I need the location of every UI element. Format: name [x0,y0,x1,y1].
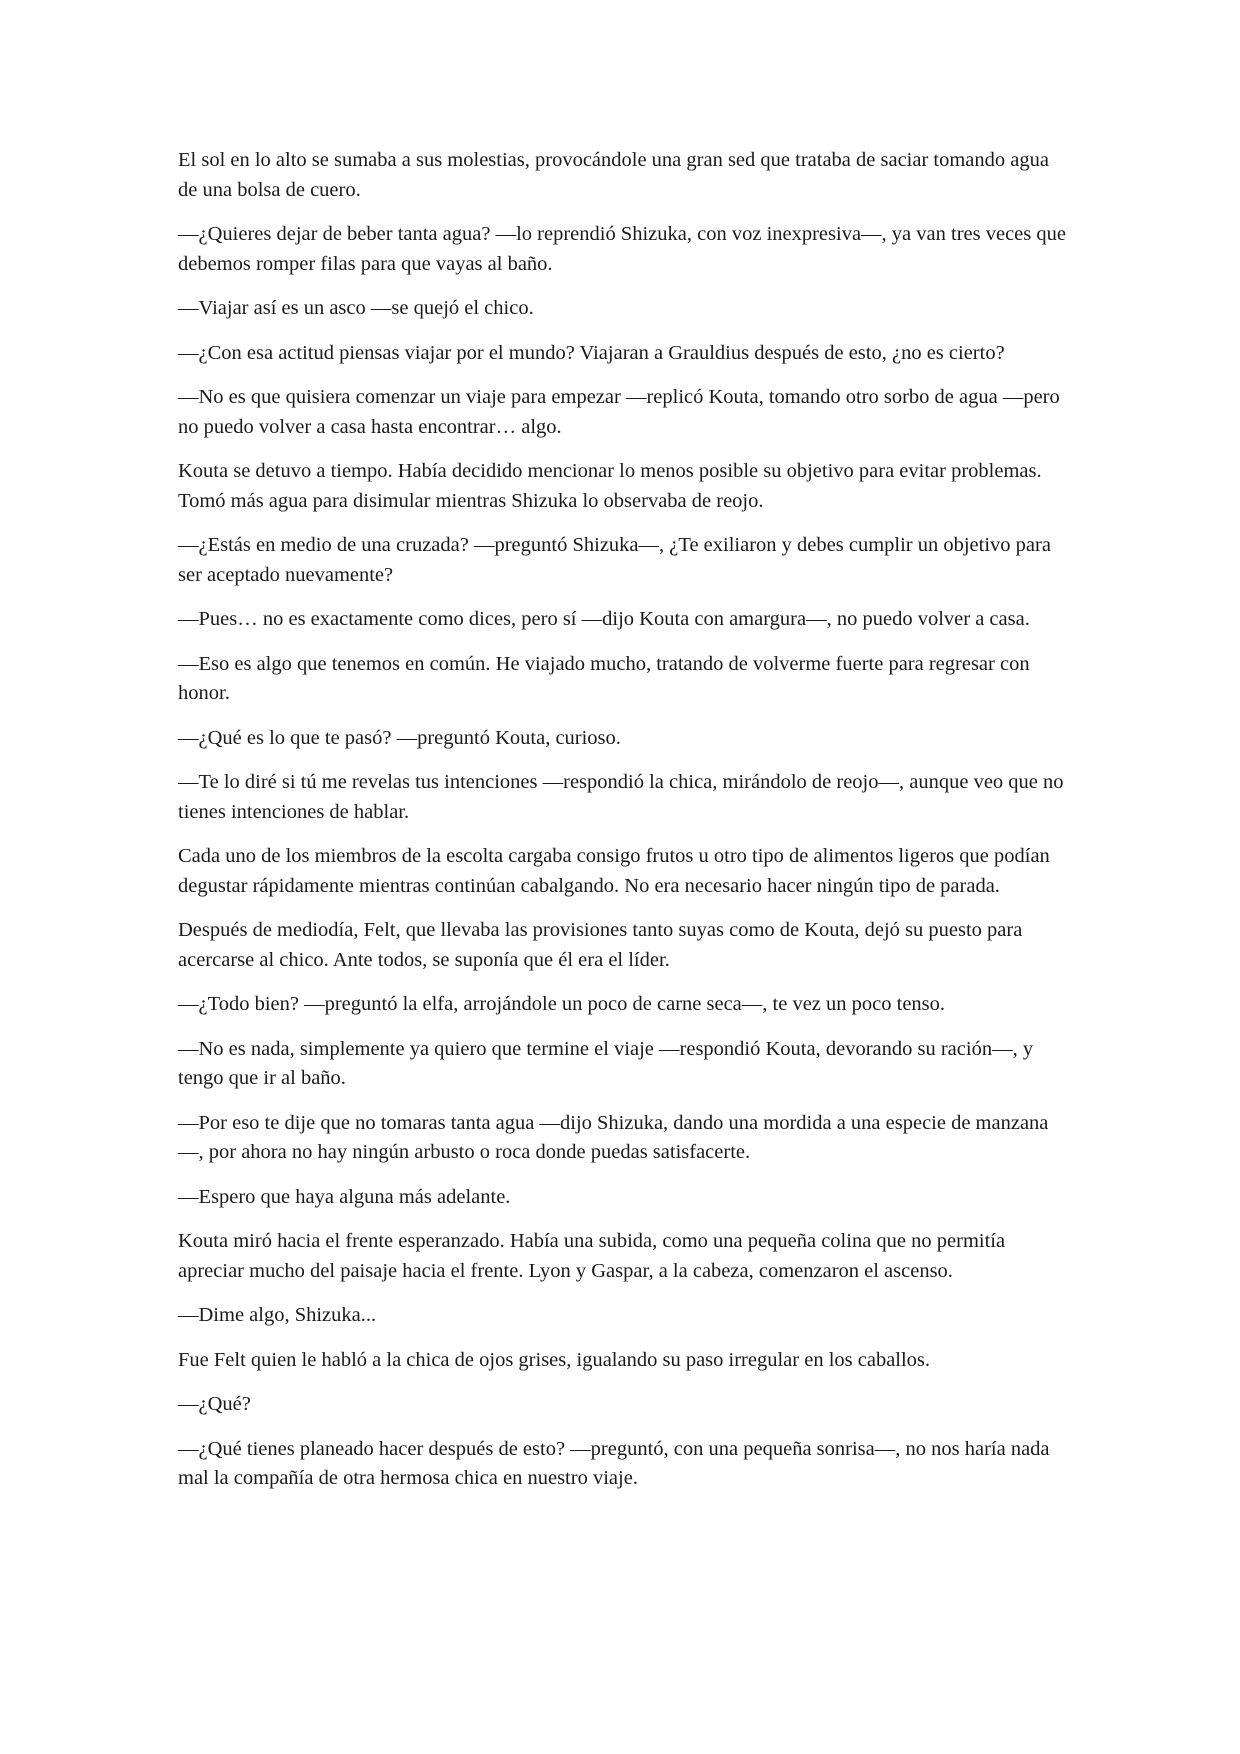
document-page [178,146,1073,1509]
paragraph: —¿Quieres dejar de beber tanta agua? —lo reprendió Shizuka, con voz inexpresiva—, ya van tres veces que debemos romper filas para que vayas al baño. [178,223,1066,275]
paragraph: —¿Qué es lo que te pasó? —preguntó Kouta, curioso. [178,726,621,749]
paragraph: —Por eso te dije que no tomaras tanta agua —dijo Shizuka, dando una mordida a una especie de manzana—, por ahora no hay ningún arbusto o roca donde puedas satisfacerte. [178,1111,1049,1163]
paragraph: —No es nada, simplemente ya quiero que termine el viaje —respondió Kouta, devorando su ración—, y tengo que ir al baño. [178,1037,1034,1089]
paragraph: —Dime algo, Shizuka... [178,1304,377,1326]
paragraph: —Eso es algo que tenemos en común. He viajado mucho, tratando de volverme fuerte para regresar con honor. [178,652,1030,704]
paragraph: Cada uno de los miembros de la escolta cargaba consigo frutos u otro tipo de alimentos ligeros que podían degustar rápidamente mientras continúan cabalgando. No era necesario hacer ningún tipo de parada. [178,845,1050,897]
paragraph: Kouta se detuvo a tiempo. Había decidido mencionar lo menos posible su objetivo para evitar problemas. Tomó más agua para disimular mientras Shizuka lo observaba de reojo. [178,460,1042,512]
paragraph: —Te lo diré si tú me revelas tus intenciones —respondió la chica, mirándolo de reojo—, aunque veo que no tienes intenciones de hablar. [178,771,1064,823]
paragraph: —¿Con esa actitud piensas viajar por el mundo? Viajaran a Grauldius después de esto, ¿no es cierto? [178,341,1005,364]
paragraph: Después de mediodía, Felt, que llevaba las provisiones tanto suyas como de Kouta, dejó su puesto para acercarse al chico. Ante todos, se suponía que él era el líder. [178,919,1023,971]
paragraph: —¿Qué? [178,1393,251,1415]
paragraph: Fue Felt quien le habló a la chica de ojos grises, igualando su paso irregular en los caballos. [178,1348,931,1371]
paragraph: —¿Estás en medio de una cruzada? —preguntó Shizuka—, ¿Te exiliaron y debes cumplir un objetivo para ser aceptado nuevamente? [178,534,1051,586]
paragraph: Kouta miró hacia el frente esperanzado. Había una subida, como una pequeña colina que no permitía apreciar mucho del paisaje hacia el frente. Lyon y Gaspar, a la cabeza, comenzaron el ascenso. [178,1230,1006,1282]
paragraph: —Pues… no es exactamente como dices, pero sí —dijo Kouta con amargura—, no puedo volver a casa. [178,608,1030,630]
paragraph: —¿Qué tienes planeado hacer después de esto? —preguntó, con una pequeña sonrisa—, no nos haría nada mal la compañía de otra hermosa chica en nuestro viaje. [178,1437,1050,1489]
paragraph: —Espero que haya alguna más adelante. [178,1185,511,1208]
paragraph: —No es que quisiera comenzar un viaje para empezar —replicó Kouta, tomando otro sorbo de agua —pero no puedo volver a casa hasta encontrar… algo. [178,386,1060,438]
paragraph: El sol en lo alto se sumaba a sus molestias, provocándole una gran sed que trataba de saciar tomando agua de una bolsa de cuero. [178,149,1049,201]
paragraph: —Viajar así es un asco —se quejó el chico. [178,297,534,319]
paragraph: —¿Todo bien? —preguntó la elfa, arrojándole un poco de carne seca—, te vez un poco tenso. [178,993,946,1015]
